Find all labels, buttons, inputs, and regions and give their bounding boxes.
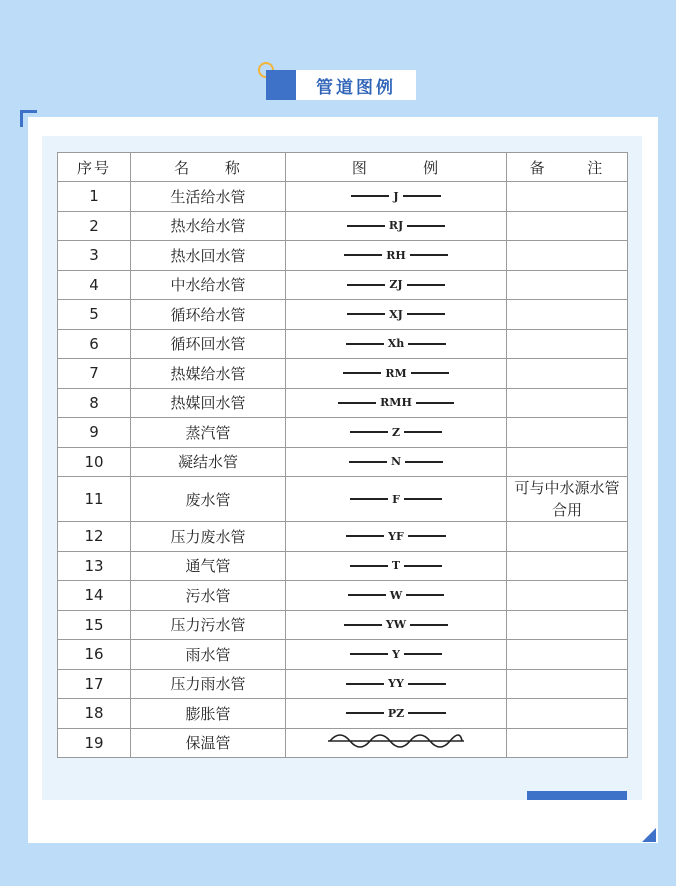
header-symbol: 图 例 [286,153,507,182]
pipe-code: W [389,588,403,602]
pipe-note [507,388,628,418]
pipe-symbol [286,182,507,212]
pipe-code: Y [392,647,400,661]
row-number: 8 [58,388,131,418]
line-segment [407,313,445,315]
pipe-line-icon [286,589,506,602]
pipe-note [507,610,628,640]
pipe-line-icon [286,367,506,380]
pipe-symbol [286,300,507,330]
pipe-symbol [286,359,507,389]
pipe-name: 雨水管 [131,640,286,670]
pipe-code: T [391,559,401,573]
row-number: 9 [58,418,131,448]
pipe-line-icon [286,219,506,232]
pipe-line-icon [286,337,506,350]
line-segment [344,624,382,626]
line-segment [348,594,386,596]
line-segment [405,461,443,463]
table-row [58,418,628,448]
pipe-name: 污水管 [131,581,286,611]
line-segment [351,195,389,197]
title-accent-block [266,70,296,100]
row-number: 13 [58,551,131,581]
row-number: 6 [58,329,131,359]
pipe-note [507,522,628,552]
pipe-note [507,447,628,477]
row-number: 16 [58,640,131,670]
line-segment [406,594,444,596]
pipe-name: 循环给水管 [131,300,286,330]
pipe-note [507,418,628,448]
line-segment [346,683,384,685]
table-row [58,241,628,271]
pipe-code: YW [385,618,407,632]
pipe-symbol [286,241,507,271]
table-row [58,359,628,389]
pipe-code: XJ [389,307,403,321]
pipe-code: RH [386,248,406,262]
pipe-name: 压力污水管 [131,610,286,640]
pipe-note [507,329,628,359]
pipe-note [507,640,628,670]
line-segment [350,498,388,500]
pipe-name: 压力废水管 [131,522,286,552]
line-segment [350,431,388,433]
pipe-name: 热水给水管 [131,211,286,241]
pipe-line-icon [286,190,506,203]
line-segment [349,461,387,463]
row-number: 7 [58,359,131,389]
row-number: 14 [58,581,131,611]
row-number: 5 [58,300,131,330]
pipe-code: RMH [380,396,412,410]
table-row [58,211,628,241]
pipe-symbol [286,728,507,758]
table-row [58,477,628,522]
pipe-line-icon [286,530,506,543]
section-header [258,62,420,102]
line-segment [346,343,384,345]
pipe-note [507,182,628,212]
table-row [58,522,628,552]
pipe-symbol [286,581,507,611]
row-number: 3 [58,241,131,271]
pipe-name: 保温管 [131,728,286,758]
pipe-line-icon [286,426,506,439]
pipe-code: PZ [387,706,405,720]
line-segment [404,431,442,433]
header-no: 序号 [58,153,131,182]
pipe-line-icon [286,707,506,720]
pipe-symbol [286,211,507,241]
line-segment [416,402,454,404]
insulated-pipe-wave-icon [326,729,466,753]
pipe-note: 可与中水源水管合用 [507,477,628,522]
pipe-note [507,211,628,241]
pipe-note [507,699,628,729]
pipe-symbol [286,270,507,300]
row-number: 1 [58,182,131,212]
row-number: 17 [58,669,131,699]
row-number: 18 [58,699,131,729]
row-number: 10 [58,447,131,477]
line-segment [344,254,382,256]
page-title: 管道图例 [296,70,416,100]
pipe-name: 中水给水管 [131,270,286,300]
pipe-line-icon [286,559,506,572]
row-number: 2 [58,211,131,241]
pipe-line-icon [286,648,506,661]
row-number: 11 [58,477,131,522]
pipe-line-icon [286,493,506,506]
line-segment [404,565,442,567]
pipe-note [507,669,628,699]
pipe-note [507,359,628,389]
table-row [58,182,628,212]
pipe-code: F [392,492,400,506]
line-segment [404,498,442,500]
pipe-line-icon [286,308,506,321]
pipe-symbol [286,329,507,359]
pipe-note [507,300,628,330]
pipe-code: J [393,189,399,203]
pipe-note [507,551,628,581]
pipe-name: 热水回水管 [131,241,286,271]
pipe-name: 热媒回水管 [131,388,286,418]
pipe-legend-table [57,152,628,758]
pipe-line-icon [286,396,506,409]
pipe-symbol [286,418,507,448]
pipe-code: YY [388,677,404,691]
line-segment [410,254,448,256]
pipe-name: 膨胀管 [131,699,286,729]
line-segment [411,372,449,374]
line-segment [407,225,445,227]
pipe-code: Z [391,425,401,439]
table-row [58,388,628,418]
pipe-name: 蒸汽管 [131,418,286,448]
row-number: 12 [58,522,131,552]
table-row [58,447,628,477]
line-segment [408,535,446,537]
line-segment [407,284,445,286]
corner-triangle-bottom-right [642,828,656,842]
row-number: 4 [58,270,131,300]
line-segment [347,284,385,286]
pipe-symbol [286,699,507,729]
line-segment [408,343,446,345]
pipe-symbol [286,551,507,581]
pipe-line-icon [286,455,506,468]
pipe-code: RJ [388,219,404,233]
row-number: 19 [58,728,131,758]
table-row [58,669,628,699]
line-segment [350,565,388,567]
table-row [58,300,628,330]
pipe-line-icon [286,677,506,690]
line-segment [410,624,448,626]
pipe-note [507,581,628,611]
line-segment [408,712,446,714]
pipe-code: YF [388,529,404,543]
table-row [58,270,628,300]
pipe-name: 压力雨水管 [131,669,286,699]
pipe-symbol [286,522,507,552]
pipe-line-icon [286,278,506,291]
pipe-note [507,270,628,300]
line-segment [347,225,385,227]
pipe-name: 循环回水管 [131,329,286,359]
line-segment [408,683,446,685]
line-segment [347,313,385,315]
table-row [58,551,628,581]
pipe-note [507,728,628,758]
line-segment [346,535,384,537]
pipe-name: 通气管 [131,551,286,581]
pipe-code: Xh [387,337,405,351]
pipe-line-icon [286,618,506,631]
pipe-code: RM [385,366,407,380]
pipe-symbol [286,447,507,477]
header-name: 名 称 [131,153,286,182]
pipe-note [507,241,628,271]
pipe-symbol [286,610,507,640]
pipe-symbol [286,640,507,670]
table-row [58,728,628,758]
pipe-name: 热媒给水管 [131,359,286,389]
pipe-name: 废水管 [131,477,286,522]
pipe-name: 生活给水管 [131,182,286,212]
line-segment [343,372,381,374]
table-header-row [58,153,628,182]
pipe-code: ZJ [389,278,403,292]
table-row [58,610,628,640]
pipe-symbol [286,388,507,418]
pipe-symbol [286,477,507,522]
table-row [58,640,628,670]
header-note: 备 注 [507,153,628,182]
accent-bar-bottom [527,791,627,800]
table-row [58,329,628,359]
pipe-code: N [390,455,402,469]
pipe-line-icon [286,249,506,262]
table-row [58,581,628,611]
table-row [58,699,628,729]
line-segment [404,653,442,655]
line-segment [350,653,388,655]
line-segment [338,402,376,404]
pipe-symbol [286,669,507,699]
row-number: 15 [58,610,131,640]
pipe-name: 凝结水管 [131,447,286,477]
line-segment [346,712,384,714]
line-segment [403,195,441,197]
